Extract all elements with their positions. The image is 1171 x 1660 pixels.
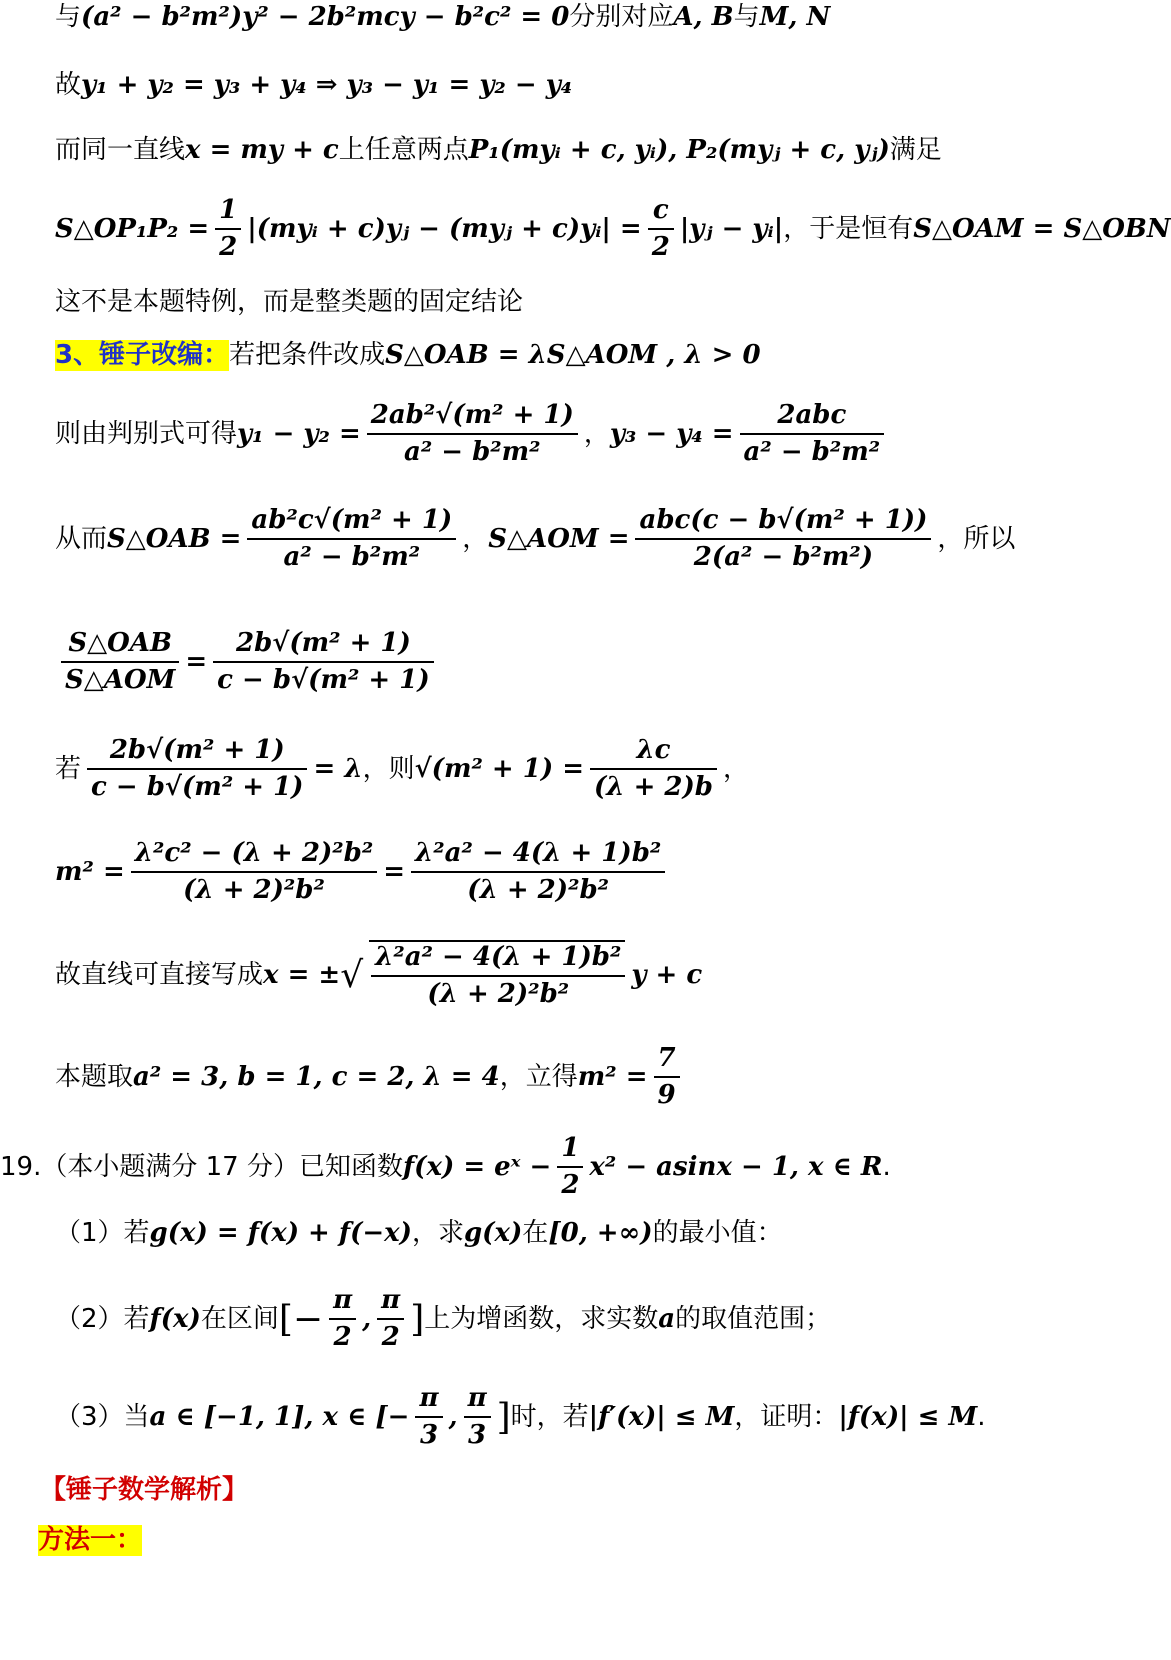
- method-heading: [38, 1525, 1050, 1556]
- text: 这不是本题特例，而是整类题的固定结论: [55, 287, 524, 317]
- numerator: λc: [636, 735, 671, 765]
- denominator: 2: [219, 232, 238, 263]
- denominator: c − b√(m² + 1): [91, 772, 304, 803]
- fraction: [415, 1383, 442, 1451]
- fraction-bar: [371, 975, 625, 977]
- fraction: [377, 1285, 404, 1353]
- text: 本题取: [55, 1061, 134, 1092]
- line-4: [55, 195, 1171, 263]
- expression: |(myᵢ + c)yⱼ − (myⱼ + c)yᵢ| =: [247, 213, 642, 244]
- text: 的取值范围；: [675, 1303, 832, 1334]
- fraction: [215, 195, 241, 263]
- bracket: [−: [278, 1298, 324, 1340]
- numerator: π: [381, 1285, 401, 1315]
- fraction: [635, 505, 931, 573]
- expression: |f′(x)| ≤ M: [588, 1401, 735, 1432]
- denominator: (λ + 2)²b²: [427, 979, 570, 1010]
- numerator: 1: [561, 1133, 580, 1163]
- fraction: [61, 628, 179, 696]
- text: 分别对应: [569, 2, 674, 32]
- text: ，则: [362, 753, 415, 784]
- points-mn: M, N: [759, 2, 831, 32]
- text: 满足: [889, 135, 942, 165]
- text: ，证明：: [734, 1401, 839, 1432]
- bracket: ]: [410, 1298, 425, 1340]
- denominator: S△AOM: [65, 665, 176, 696]
- expression: x = ±: [263, 959, 341, 990]
- fraction-bar: [87, 768, 307, 770]
- solution-title: 【锤子数学解析】: [40, 1475, 249, 1505]
- line-equation: x = my + c: [185, 135, 339, 165]
- fraction: [247, 505, 456, 573]
- line-13: [55, 1043, 1050, 1111]
- denominator: 2: [333, 1322, 352, 1353]
- expression: S△AOM =: [488, 523, 630, 554]
- denominator: 2: [381, 1322, 400, 1353]
- text: 故: [55, 70, 82, 100]
- fraction-bar: [740, 433, 885, 435]
- fraction: [411, 838, 665, 906]
- numerator: λ²a² − 4(λ + 1)b²: [415, 838, 662, 868]
- line-8: [55, 505, 1050, 573]
- expression: x² − asinx − 1, x ∈ R: [589, 1151, 883, 1182]
- expression: = λ: [313, 753, 363, 784]
- text: ，: [462, 523, 489, 554]
- fraction-bar: [215, 228, 241, 230]
- numerator: 2b√(m² + 1): [235, 628, 411, 658]
- denominator: a² − b²m²: [403, 437, 541, 468]
- fraction-bar: [411, 871, 665, 873]
- numerator: π: [333, 1285, 353, 1315]
- fraction-bar: [635, 538, 931, 540]
- denominator: (λ + 2)b: [593, 772, 713, 803]
- fraction-bar: [654, 1076, 680, 1078]
- expression: |yⱼ − yᵢ|: [679, 213, 784, 244]
- line-7: [55, 400, 1050, 468]
- fraction-bar: [557, 1166, 583, 1168]
- text: 从而: [55, 523, 108, 554]
- fraction: [329, 1285, 356, 1353]
- denominator: (λ + 2)²b²: [183, 875, 325, 906]
- numerator: λ²a² − 4(λ + 1)b²: [375, 942, 622, 972]
- line-9: [55, 628, 1050, 696]
- numerator: ab²c√(m² + 1): [251, 505, 453, 535]
- fraction: [131, 838, 378, 906]
- fraction-bar: [131, 871, 378, 873]
- numerator: λ²c² − (λ + 2)²b²: [134, 838, 374, 868]
- text: 若把条件改成: [229, 340, 386, 370]
- text: 在区间: [200, 1303, 279, 1334]
- method-label: 方法一：: [38, 1525, 143, 1555]
- numerator: 2ab²√(m² + 1): [370, 400, 574, 430]
- text: 与: [55, 2, 82, 32]
- numerator: 1: [219, 195, 238, 225]
- bracket: ]: [496, 1396, 511, 1438]
- fraction: [648, 195, 674, 263]
- expression: f(x) = eˣ −: [402, 1151, 552, 1182]
- denominator: 3: [468, 1420, 487, 1451]
- text: 故直线可直接写成: [55, 959, 264, 990]
- fraction: [654, 1043, 680, 1111]
- fraction-bar: [329, 1318, 356, 1320]
- text: ，立得: [499, 1061, 578, 1092]
- comma: ,: [448, 1401, 458, 1432]
- expression: y₁ − y₂ =: [237, 418, 361, 449]
- denominator: 9: [657, 1080, 676, 1111]
- denominator: 2(a² − b²m²): [693, 542, 874, 573]
- text: .: [882, 1151, 891, 1182]
- variable: a: [658, 1303, 676, 1334]
- fraction: [369, 940, 625, 1010]
- denominator: (λ + 2)²b²: [467, 875, 610, 906]
- line-12: [55, 940, 1050, 1010]
- part-2: [55, 1285, 1050, 1353]
- line-1: [55, 2, 1050, 33]
- text: （本小题满分 17 分）已知函数: [41, 1151, 403, 1182]
- denominator: 3: [419, 1420, 439, 1451]
- fraction: [464, 1383, 491, 1451]
- text: 则由判别式可得: [55, 418, 238, 449]
- text: （2）若: [55, 1303, 150, 1334]
- numerator: π: [419, 1383, 439, 1413]
- solution-heading: [40, 1475, 1050, 1506]
- line-6: [55, 340, 1050, 371]
- fraction-bar: [377, 1318, 404, 1320]
- fraction: [87, 735, 307, 803]
- numerator: abc(c − b√(m² + 1)): [639, 505, 928, 535]
- text: ，于是恒有: [783, 213, 914, 244]
- expression: y + c: [631, 959, 703, 990]
- expression: g(x): [464, 1218, 523, 1248]
- fraction-bar: [590, 768, 717, 770]
- area-symbol: S△OP₁P₂ =: [55, 213, 210, 244]
- denominator: c − b√(m² + 1): [217, 665, 430, 696]
- text: 时，若: [510, 1401, 589, 1432]
- numerator: S△OAB: [68, 628, 172, 658]
- fraction-bar: [648, 228, 674, 230]
- equals: =: [383, 856, 406, 887]
- question-19: [0, 1133, 1050, 1201]
- denominator: a² − b²m²: [283, 542, 421, 573]
- denominator: 2: [651, 232, 670, 263]
- expression: m² =: [55, 856, 125, 887]
- equals: =: [185, 646, 208, 677]
- expression: |f(x)| ≤ M: [838, 1401, 978, 1432]
- text: ，所以: [937, 523, 1016, 554]
- text: ，: [583, 418, 610, 449]
- fraction-bar: [61, 661, 179, 663]
- text: 而同一直线: [55, 135, 186, 165]
- text: （1）若: [55, 1218, 150, 1248]
- line-11: [55, 838, 1050, 906]
- text: 若: [55, 753, 82, 784]
- fraction: [213, 628, 433, 696]
- part-3: [55, 1383, 1050, 1451]
- fraction-bar: [367, 433, 578, 435]
- fraction: [740, 400, 885, 468]
- question-number: 19.: [0, 1151, 42, 1182]
- expression: g(x) = f(x) + f(−x): [149, 1218, 412, 1248]
- fraction: [367, 400, 578, 468]
- denominator: a² − b²m²: [743, 437, 881, 468]
- fraction: [590, 735, 717, 803]
- interval: [0, +∞): [548, 1218, 653, 1248]
- equation: y₁ + y₂ = y₃ + y₄ ⇒ y₃ − y₁ = y₂ − y₄: [81, 70, 573, 100]
- fraction: [557, 1133, 583, 1201]
- fraction-bar: [464, 1416, 491, 1418]
- text: ，: [722, 753, 749, 784]
- numerator: 2abc: [777, 400, 847, 430]
- comma: ,: [362, 1303, 372, 1334]
- part-1: [55, 1218, 1050, 1249]
- text: 的最小值：: [652, 1218, 783, 1248]
- text: ，求: [411, 1218, 464, 1248]
- line-3: [55, 135, 1050, 166]
- expression: y₃ − y₄ =: [609, 418, 734, 449]
- text: 与: [733, 2, 760, 32]
- expression: S△OAM = S△OBN: [913, 213, 1171, 244]
- expression: f(x): [149, 1303, 201, 1334]
- text: 在: [522, 1218, 549, 1248]
- fraction-bar: [213, 661, 433, 663]
- line-5: [55, 287, 1050, 318]
- condition: S△OAB = λS△AOM , λ > 0: [385, 340, 761, 370]
- equation: (a² − b²m²)y² − 2b²mcy − b²c² = 0: [81, 2, 570, 32]
- text: 上任意两点: [338, 135, 469, 165]
- numerator: π: [467, 1383, 487, 1413]
- expression: √(m² + 1) =: [414, 753, 584, 784]
- section-label: 3、锤子改编：: [55, 340, 230, 370]
- fraction-bar: [415, 1416, 442, 1418]
- numerator: 7: [657, 1043, 676, 1073]
- line-2: [55, 70, 1050, 101]
- expression: S△OAB =: [107, 523, 242, 554]
- expression: m² =: [577, 1061, 648, 1092]
- line-10: [55, 735, 1050, 803]
- points-ab: A, B: [673, 2, 734, 32]
- fraction-bar: [247, 538, 456, 540]
- numerator: c: [652, 195, 669, 225]
- expression: a² = 3, b = 1, c = 2, λ = 4: [133, 1061, 500, 1092]
- expression: a ∈ [−1, 1], x ∈ [−: [149, 1401, 410, 1432]
- sqrt-sign: √: [340, 954, 364, 996]
- numerator: 2b√(m² + 1): [109, 735, 285, 765]
- text: 上为增函数，求实数: [424, 1303, 659, 1334]
- points: P₁(myᵢ + c, yᵢ), P₂(myⱼ + c, yⱼ): [468, 135, 890, 165]
- text: .: [977, 1401, 986, 1432]
- text: （3）当: [55, 1401, 150, 1432]
- denominator: 2: [561, 1170, 580, 1201]
